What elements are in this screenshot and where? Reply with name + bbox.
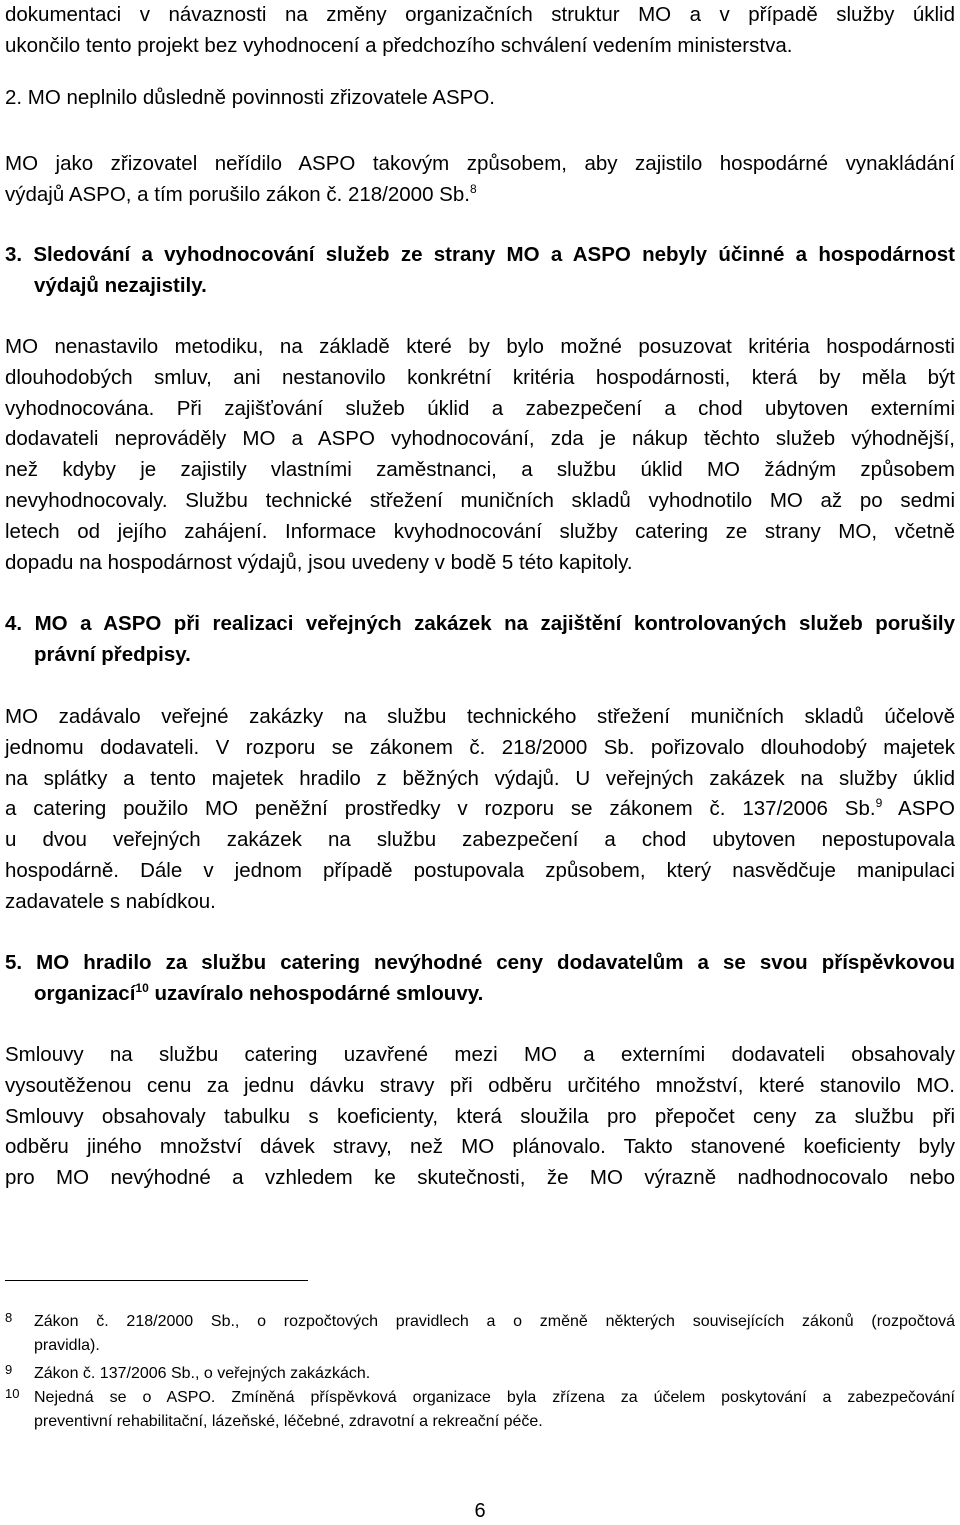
section-5-heading: [5, 948, 955, 1010]
section-heading: právní předpisy.: [34, 642, 191, 666]
text-line: pro MO nevýhodné a vzhledem ke skutečnosti, že MO výrazně nadhodnocovalo nebo: [5, 1166, 955, 1190]
text-line: na splátky a tento majetek hradilo z běžných výdajů. U veřejných zakázek na služby úklid: [5, 766, 955, 790]
footnote: [5, 1362, 955, 1386]
text-fragment: ASPO: [898, 797, 955, 821]
footnote-text: pravidla).: [34, 1337, 100, 1354]
intro-paragraph: [5, 0, 955, 62]
text-fragment: a catering použilo MO peněžní prostředky v rozporu se zákonem č. 137/2006 Sb.: [5, 797, 876, 821]
section-2-paragraph: [5, 149, 955, 211]
section-2: [5, 83, 955, 114]
text-fragment: výdajů ASPO, a tím porušilo zákon č. 218/2000 Sb.: [5, 182, 470, 206]
footnote-separator: [5, 1280, 308, 1281]
text-line: MO nenastavilo metodiku, na základě které by bylo možné posuzovat kritéria hospodárnosti: [5, 335, 955, 358]
text-line: [5, 794, 955, 825]
text-line: vysoutěženou cenu za jednu dávku stravy při odběru určitého množství, které stanovilo MO.: [5, 1073, 955, 1097]
section-heading: 4. MO a ASPO při realizaci veřejných zakázek na zajištění kontrolovaných služeb porušily: [5, 612, 955, 635]
page-number: 6: [474, 1500, 486, 1522]
text-line: hospodárně. Dále v jednom případě postupovala způsobem, který nasvědčuje manipulaci: [5, 858, 955, 882]
text-line: jednomu dodavateli. V rozporu se zákonem č. 218/2000 Sb. pořizovalo dlouhodobý majetek: [5, 735, 955, 759]
section-4-heading: [5, 609, 955, 671]
text-line: Smlouvy obsahovaly tabulku s koeficienty, která sloužila pro přepočet ceny za službu při: [5, 1104, 955, 1128]
text-line: dopadu na hospodárnost výdajů, jsou uvedeny v bodě 5 této kapitoly.: [5, 550, 633, 574]
footnote-ref: 10: [135, 980, 149, 995]
text-line: odběru jiného množství dávek stravy, než MO plánovalo. Takto stanovené koeficienty byly: [5, 1135, 955, 1159]
text-line: dlouhodobých smluv, ani nestanovilo konkrétní kritéria hospodárnosti, která by měla být: [5, 365, 955, 389]
footnote-number: 9: [5, 1362, 13, 1377]
section-4-paragraph: [5, 702, 955, 918]
text-line: Smlouvy na službu catering uzavřené mezi MO a externími dodavateli obsahovaly: [5, 1043, 955, 1066]
footnote-ref: 8: [469, 181, 477, 196]
section-heading: výdajů nezajistily.: [34, 273, 207, 297]
text-fragment: organizací: [34, 981, 136, 1005]
section-heading: 5. MO hradilo za službu catering nevýhodné ceny dodavatelům a se svou příspěvkovou: [5, 951, 955, 974]
section-heading: [5, 979, 955, 1010]
footnote-number: 8: [5, 1310, 13, 1325]
text-fragment: uzavíralo nehospodárné smlouvy.: [154, 981, 484, 1005]
footnote-ref: 9: [875, 796, 883, 811]
text-line: ukončilo tento projekt bez vyhodnocení a předchozího schválení vedením ministerstva.: [5, 33, 793, 57]
text-line: dodavateli neprováděly MO a ASPO vyhodnocování, zda je nákup těchto služeb výhodnější,: [5, 427, 955, 451]
footnote-text: preventivní rehabilitační, lázeňské, léčebné, zdravotní a rekreační péče.: [34, 1413, 543, 1430]
text-line: [5, 180, 955, 211]
footnote: [5, 1310, 955, 1358]
footnote: [5, 1386, 955, 1434]
section-heading: 2. MO neplnilo důsledně povinnosti zřizovatele ASPO.: [5, 86, 495, 109]
footnote-number: 10: [5, 1386, 20, 1401]
footnote-text: Zákon č. 137/2006 Sb., o veřejných zakázkách.: [34, 1365, 371, 1382]
text-line: letech od jejího zahájení. Informace kvyhodnocování služby catering ze strany MO, včetně: [5, 519, 955, 543]
footnote-text: Nejedná se o ASPO. Zmíněná příspěvková organizace byla zřízena za účelem poskytování a zabezpečování: [34, 1389, 955, 1406]
text-line: MO jako zřizovatel neřídilo ASPO takovým způsobem, aby zajistilo hospodárné vynakládání: [5, 152, 955, 175]
footnote-text: Zákon č. 218/2000 Sb., o rozpočtových pravidlech a o změně některých souvisejících zákonů (rozpočtová: [34, 1313, 955, 1330]
section-5-paragraph: [5, 1040, 955, 1194]
section-heading: 3. Sledování a vyhodnocování služeb ze strany MO a ASPO nebyly účinné a hospodárnost: [5, 243, 955, 266]
text-line: u dvou veřejných zakázek na službu zabezpečení a chod ubytoven nepostupovala: [5, 828, 955, 852]
text-line: MO zadávalo veřejné zakázky na službu technického střežení muničních skladů účelově: [5, 705, 955, 728]
text-line: dokumentaci v návaznosti na změny organizačních struktur MO a v případě služby úklid: [5, 3, 955, 26]
text-line: vyhodnocována. Při zajišťování služeb úklid a zabezpečení a chod ubytoven externími: [5, 396, 955, 420]
section-3-paragraph: [5, 332, 955, 578]
section-3-heading: [5, 240, 955, 302]
text-line: než kdyby je zajistily vlastními zaměstnanci, a službu úklid MO žádným způsobem: [5, 458, 955, 482]
text-line: zadavatele s nabídkou.: [5, 889, 216, 913]
text-line: nevyhodnocovaly. Službu technické střežení muničních skladů vyhodnotilo MO až po sedmi: [5, 488, 955, 512]
